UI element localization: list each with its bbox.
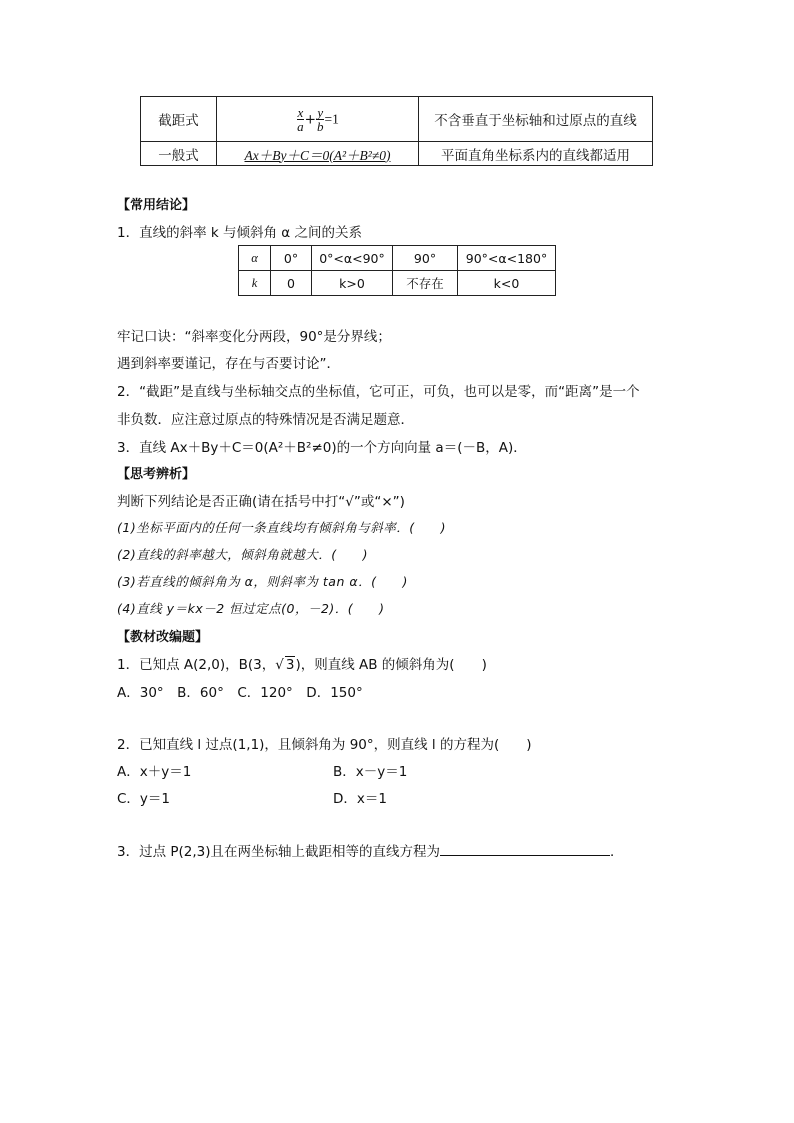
cell-text: α bbox=[251, 251, 258, 265]
problem-text: )，则直线 AB 的倾斜角为( ) bbox=[295, 657, 487, 673]
formula-rhs: =1 bbox=[324, 111, 339, 126]
textbook-problem-1 bbox=[117, 653, 487, 673]
conclusion-item-1: 1．直线的斜率 k 与倾斜角 α 之间的关系 bbox=[117, 225, 362, 241]
form-name-cell bbox=[141, 142, 217, 166]
plus-sign: + bbox=[304, 111, 316, 127]
formula-text: Ax＋By＋C＝0(A²＋B²≠0) bbox=[244, 147, 391, 163]
denominator: a bbox=[297, 118, 304, 134]
formula-cell bbox=[217, 142, 419, 166]
denominator: b bbox=[316, 118, 324, 134]
problem-2-option-b: B．x－y＝1 bbox=[333, 764, 408, 780]
mnemonic-line-2: 遇到斜率要谨记，存在与否要讨论”． bbox=[117, 356, 340, 372]
cell-text: k<0 bbox=[493, 275, 520, 291]
line-form-table bbox=[140, 96, 653, 166]
problem-text: 3．过点 P(2,3)且在两坐标轴上截距相等的直线方程为 bbox=[117, 844, 441, 860]
table-cell bbox=[239, 271, 271, 296]
textbook-problem-2: 2．已知直线 l 过点(1,1)，且倾斜角为 90°，则直线 l 的方程为( ) bbox=[117, 737, 532, 753]
conclusion-item-2-cont: 非负数．应注意过原点的特殊情况是否满足题意． bbox=[117, 412, 414, 428]
think-intro: 判断下列结论是否正确(请在括号中打“√”或“×”) bbox=[117, 494, 405, 510]
numerator: x bbox=[297, 104, 304, 120]
conclusion-item-3: 3．直线 Ax＋By＋C＝0(A²＋B²≠0)的一个方向向量 a＝(－B，A)． bbox=[117, 440, 527, 456]
numerator: y bbox=[317, 104, 324, 120]
problem-2-option-c: C．y＝1 bbox=[117, 791, 171, 807]
think-question-1: (1)坐标平面内的任何一条直线均有倾斜角与斜率．( ) bbox=[117, 520, 446, 535]
cell-text: 90°<α<180° bbox=[465, 250, 548, 266]
think-question-4: (4)直线 y＝kx－2 恒过定点(0，－2)．( ) bbox=[117, 601, 385, 616]
slope-angle-table bbox=[238, 245, 556, 296]
textbook-problem-3 bbox=[117, 840, 624, 860]
scope-cell bbox=[419, 97, 653, 142]
table-row bbox=[239, 271, 556, 296]
formula-cell bbox=[217, 97, 419, 142]
section-heading-common: 【常用结论】 bbox=[117, 198, 196, 213]
scope-text: 平面直角坐标系内的直线都适用 bbox=[441, 147, 630, 164]
table-cell bbox=[393, 271, 458, 296]
table-row bbox=[141, 97, 653, 142]
section-heading-textbook: 【教材改编题】 bbox=[117, 630, 209, 645]
cell-text: 不存在 bbox=[406, 276, 444, 291]
fraction-x-over-a bbox=[296, 106, 305, 133]
think-question-3: (3)若直线的倾斜角为 α，则斜率为 tan α．( ) bbox=[117, 574, 408, 589]
table-cell bbox=[312, 271, 393, 296]
table-cell bbox=[393, 246, 458, 271]
think-question-2: (2)直线的斜率越大，倾斜角就越大．( ) bbox=[117, 547, 368, 562]
form-name: 一般式 bbox=[158, 147, 199, 164]
problem-text: ． bbox=[610, 844, 624, 860]
table-cell bbox=[312, 246, 393, 271]
table-row bbox=[141, 142, 653, 166]
cell-text: 90° bbox=[413, 250, 437, 266]
cell-text: 0° bbox=[283, 250, 299, 266]
section-heading-think: 【思考辨析】 bbox=[117, 467, 196, 482]
problem-2-option-d: D．x＝1 bbox=[333, 791, 387, 807]
scope-text: 不含垂直于坐标轴和过原点的直线 bbox=[434, 113, 637, 129]
table-cell bbox=[458, 271, 556, 296]
conclusion-item-2: 2．“截距”是直线与坐标轴交点的坐标值，它可正，可负，也可以是零，而“距离”是一个 bbox=[117, 384, 640, 400]
sqrt-radicand: 3 bbox=[285, 657, 295, 673]
cell-text: k>0 bbox=[339, 275, 365, 291]
table-cell bbox=[239, 246, 271, 271]
scope-cell bbox=[419, 142, 653, 166]
table-cell bbox=[271, 271, 312, 296]
table-cell bbox=[458, 246, 556, 271]
cell-text: 0 bbox=[287, 275, 295, 291]
answer-blank[interactable] bbox=[440, 843, 610, 856]
mnemonic-line-1: 牢记口诀：“斜率变化分两段，90°是分界线； bbox=[117, 329, 391, 345]
table-cell bbox=[271, 246, 312, 271]
cell-text: k bbox=[251, 276, 258, 290]
form-name: 截距式 bbox=[158, 113, 199, 129]
cell-text: 0°<α<90° bbox=[319, 250, 385, 266]
sqrt-symbol: √ bbox=[275, 657, 284, 673]
problem-text: 1．已知点 A(2,0)，B(3， bbox=[117, 657, 276, 673]
textbook-problem-1-options: A．30° B．60° C．120° D．150° bbox=[117, 685, 363, 701]
table-row bbox=[239, 246, 556, 271]
form-name-cell bbox=[141, 97, 217, 142]
problem-2-option-a: A．x＋y＝1 bbox=[117, 764, 192, 780]
